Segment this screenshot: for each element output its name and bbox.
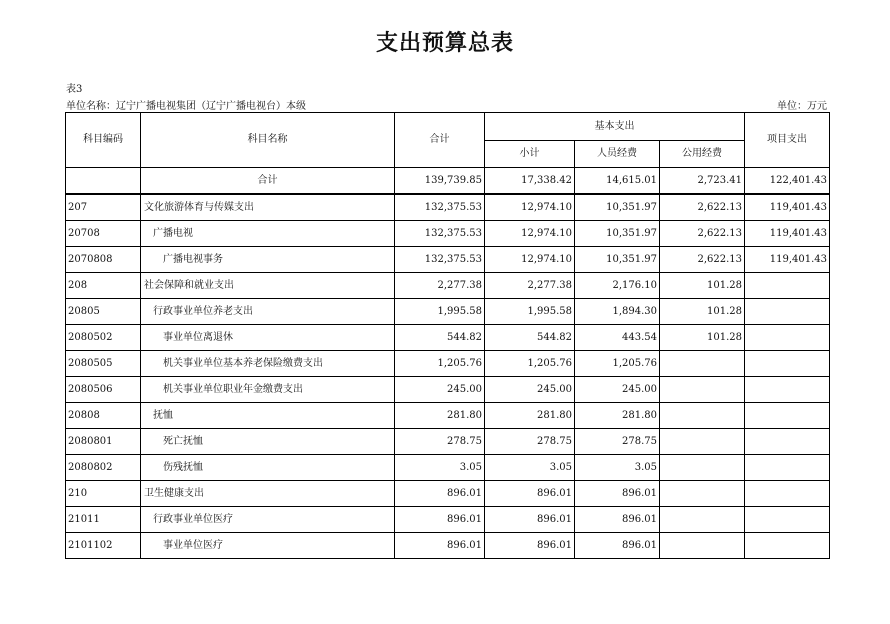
amount-public: 2,622.13	[660, 247, 745, 273]
amount-public	[660, 481, 745, 507]
table-row	[66, 377, 830, 403]
table-row	[66, 351, 830, 377]
page-title: 支出预算总表	[375, 31, 514, 56]
amount-total: 278.75	[395, 429, 485, 455]
amount-subtotal: 544.82	[485, 325, 575, 351]
amount-total: 544.82	[395, 325, 485, 351]
amount-public	[660, 533, 745, 559]
subject-code: 2080801	[66, 429, 141, 455]
amount-personnel: 896.01	[575, 507, 660, 533]
header-public: 公用经费	[660, 141, 745, 168]
subject-code: 208	[66, 273, 141, 299]
amount-project: 119,401.43	[745, 194, 830, 221]
amount-personnel: 896.01	[575, 481, 660, 507]
amount-personnel: 10,351.97	[575, 247, 660, 273]
header-basic-expenditure: 基本支出	[485, 113, 745, 141]
total-subtotal: 17,338.42	[485, 168, 575, 195]
subject-name: 抚恤	[141, 403, 395, 429]
amount-subtotal: 896.01	[485, 533, 575, 559]
header-name: 科目名称	[141, 113, 395, 168]
subject-code: 2080802	[66, 455, 141, 481]
subject-code: 20805	[66, 299, 141, 325]
amount-total: 132,375.53	[395, 247, 485, 273]
amount-subtotal: 12,974.10	[485, 221, 575, 247]
total-row	[66, 168, 830, 195]
subject-code: 21011	[66, 507, 141, 533]
table-row	[66, 194, 830, 221]
table-row	[66, 299, 830, 325]
amount-project	[745, 377, 830, 403]
subject-name: 事业单位医疗	[141, 533, 395, 559]
total-project: 122,401.43	[745, 168, 830, 195]
amount-public	[660, 403, 745, 429]
header-total: 合计	[395, 113, 485, 168]
subject-code: 207	[66, 194, 141, 221]
amount-project	[745, 403, 830, 429]
amount-personnel: 10,351.97	[575, 194, 660, 221]
subject-name: 机关事业单位职业年金缴费支出	[141, 377, 395, 403]
amount-total: 896.01	[395, 533, 485, 559]
amount-total: 2,277.38	[395, 273, 485, 299]
subject-name: 行政事业单位养老支出	[141, 299, 395, 325]
amount-total: 132,375.53	[395, 221, 485, 247]
amount-personnel: 10,351.97	[575, 221, 660, 247]
table-row	[66, 247, 830, 273]
amount-subtotal: 1,205.76	[485, 351, 575, 377]
amount-project	[745, 351, 830, 377]
table-row	[66, 429, 830, 455]
amount-public	[660, 351, 745, 377]
amount-public	[660, 507, 745, 533]
amount-project	[745, 481, 830, 507]
amount-subtotal: 278.75	[485, 429, 575, 455]
amount-subtotal: 3.05	[485, 455, 575, 481]
currency-unit-label: 单位：万元	[777, 101, 827, 112]
header-code: 科目编码	[66, 113, 141, 168]
budget-table	[65, 112, 830, 559]
unit-name-label: 单位名称：辽宁广播电视集团（辽宁广播电视台）本级	[66, 101, 306, 112]
amount-project	[745, 429, 830, 455]
total-personnel: 14,615.01	[575, 168, 660, 195]
amount-public: 2,622.13	[660, 221, 745, 247]
amount-public: 101.28	[660, 273, 745, 299]
subject-code: 20808	[66, 403, 141, 429]
amount-total: 3.05	[395, 455, 485, 481]
amount-subtotal: 2,277.38	[485, 273, 575, 299]
amount-subtotal: 245.00	[485, 377, 575, 403]
header-project-expenditure: 项目支出	[745, 113, 830, 168]
header-personnel: 人员经费	[575, 141, 660, 168]
amount-public: 2,622.13	[660, 194, 745, 221]
subject-name: 广播电视事务	[141, 247, 395, 273]
amount-subtotal: 12,974.10	[485, 194, 575, 221]
subject-code: 2101102	[66, 533, 141, 559]
amount-total: 896.01	[395, 507, 485, 533]
total-code-cell	[66, 168, 141, 195]
subject-name: 死亡抚恤	[141, 429, 395, 455]
table-row	[66, 221, 830, 247]
subject-name: 伤残抚恤	[141, 455, 395, 481]
amount-personnel: 2,176.10	[575, 273, 660, 299]
amount-public: 101.28	[660, 325, 745, 351]
amount-project	[745, 533, 830, 559]
amount-personnel: 278.75	[575, 429, 660, 455]
table-row	[66, 481, 830, 507]
amount-project: 119,401.43	[745, 247, 830, 273]
amount-project	[745, 325, 830, 351]
amount-public: 101.28	[660, 299, 745, 325]
subject-code: 210	[66, 481, 141, 507]
amount-public	[660, 377, 745, 403]
total-public: 2,723.41	[660, 168, 745, 195]
table-row	[66, 325, 830, 351]
subject-name: 事业单位离退休	[141, 325, 395, 351]
table-row	[66, 533, 830, 559]
amount-personnel: 896.01	[575, 533, 660, 559]
amount-personnel: 1,205.76	[575, 351, 660, 377]
amount-subtotal: 1,995.58	[485, 299, 575, 325]
subject-name: 机关事业单位基本养老保险缴费支出	[141, 351, 395, 377]
amount-total: 1,995.58	[395, 299, 485, 325]
amount-project	[745, 299, 830, 325]
amount-project	[745, 455, 830, 481]
subject-name: 卫生健康支出	[141, 481, 395, 507]
table-row	[66, 403, 830, 429]
amount-project	[745, 507, 830, 533]
subject-code: 2080502	[66, 325, 141, 351]
amount-personnel: 245.00	[575, 377, 660, 403]
amount-subtotal: 12,974.10	[485, 247, 575, 273]
amount-subtotal: 896.01	[485, 481, 575, 507]
amount-project: 119,401.43	[745, 221, 830, 247]
total-label: 合计	[141, 168, 395, 195]
amount-total: 896.01	[395, 481, 485, 507]
amount-project	[745, 273, 830, 299]
table-number: 表3	[66, 84, 83, 95]
amount-total: 281.80	[395, 403, 485, 429]
amount-public	[660, 429, 745, 455]
amount-personnel: 3.05	[575, 455, 660, 481]
subject-name: 行政事业单位医疗	[141, 507, 395, 533]
table-row	[66, 455, 830, 481]
table-row	[66, 273, 830, 299]
amount-total: 1,205.76	[395, 351, 485, 377]
amount-subtotal: 896.01	[485, 507, 575, 533]
subject-name: 文化旅游体育与传媒支出	[141, 194, 395, 221]
amount-public	[660, 455, 745, 481]
subject-code: 2070808	[66, 247, 141, 273]
amount-total: 245.00	[395, 377, 485, 403]
header-subtotal: 小计	[485, 141, 575, 168]
table-row	[66, 507, 830, 533]
amount-personnel: 281.80	[575, 403, 660, 429]
amount-personnel: 443.54	[575, 325, 660, 351]
subject-name: 广播电视	[141, 221, 395, 247]
amount-personnel: 1,894.30	[575, 299, 660, 325]
subject-code: 2080506	[66, 377, 141, 403]
amount-subtotal: 281.80	[485, 403, 575, 429]
subject-code: 20708	[66, 221, 141, 247]
subject-code: 2080505	[66, 351, 141, 377]
total-amount: 139,739.85	[395, 168, 485, 195]
amount-total: 132,375.53	[395, 194, 485, 221]
subject-name: 社会保障和就业支出	[141, 273, 395, 299]
